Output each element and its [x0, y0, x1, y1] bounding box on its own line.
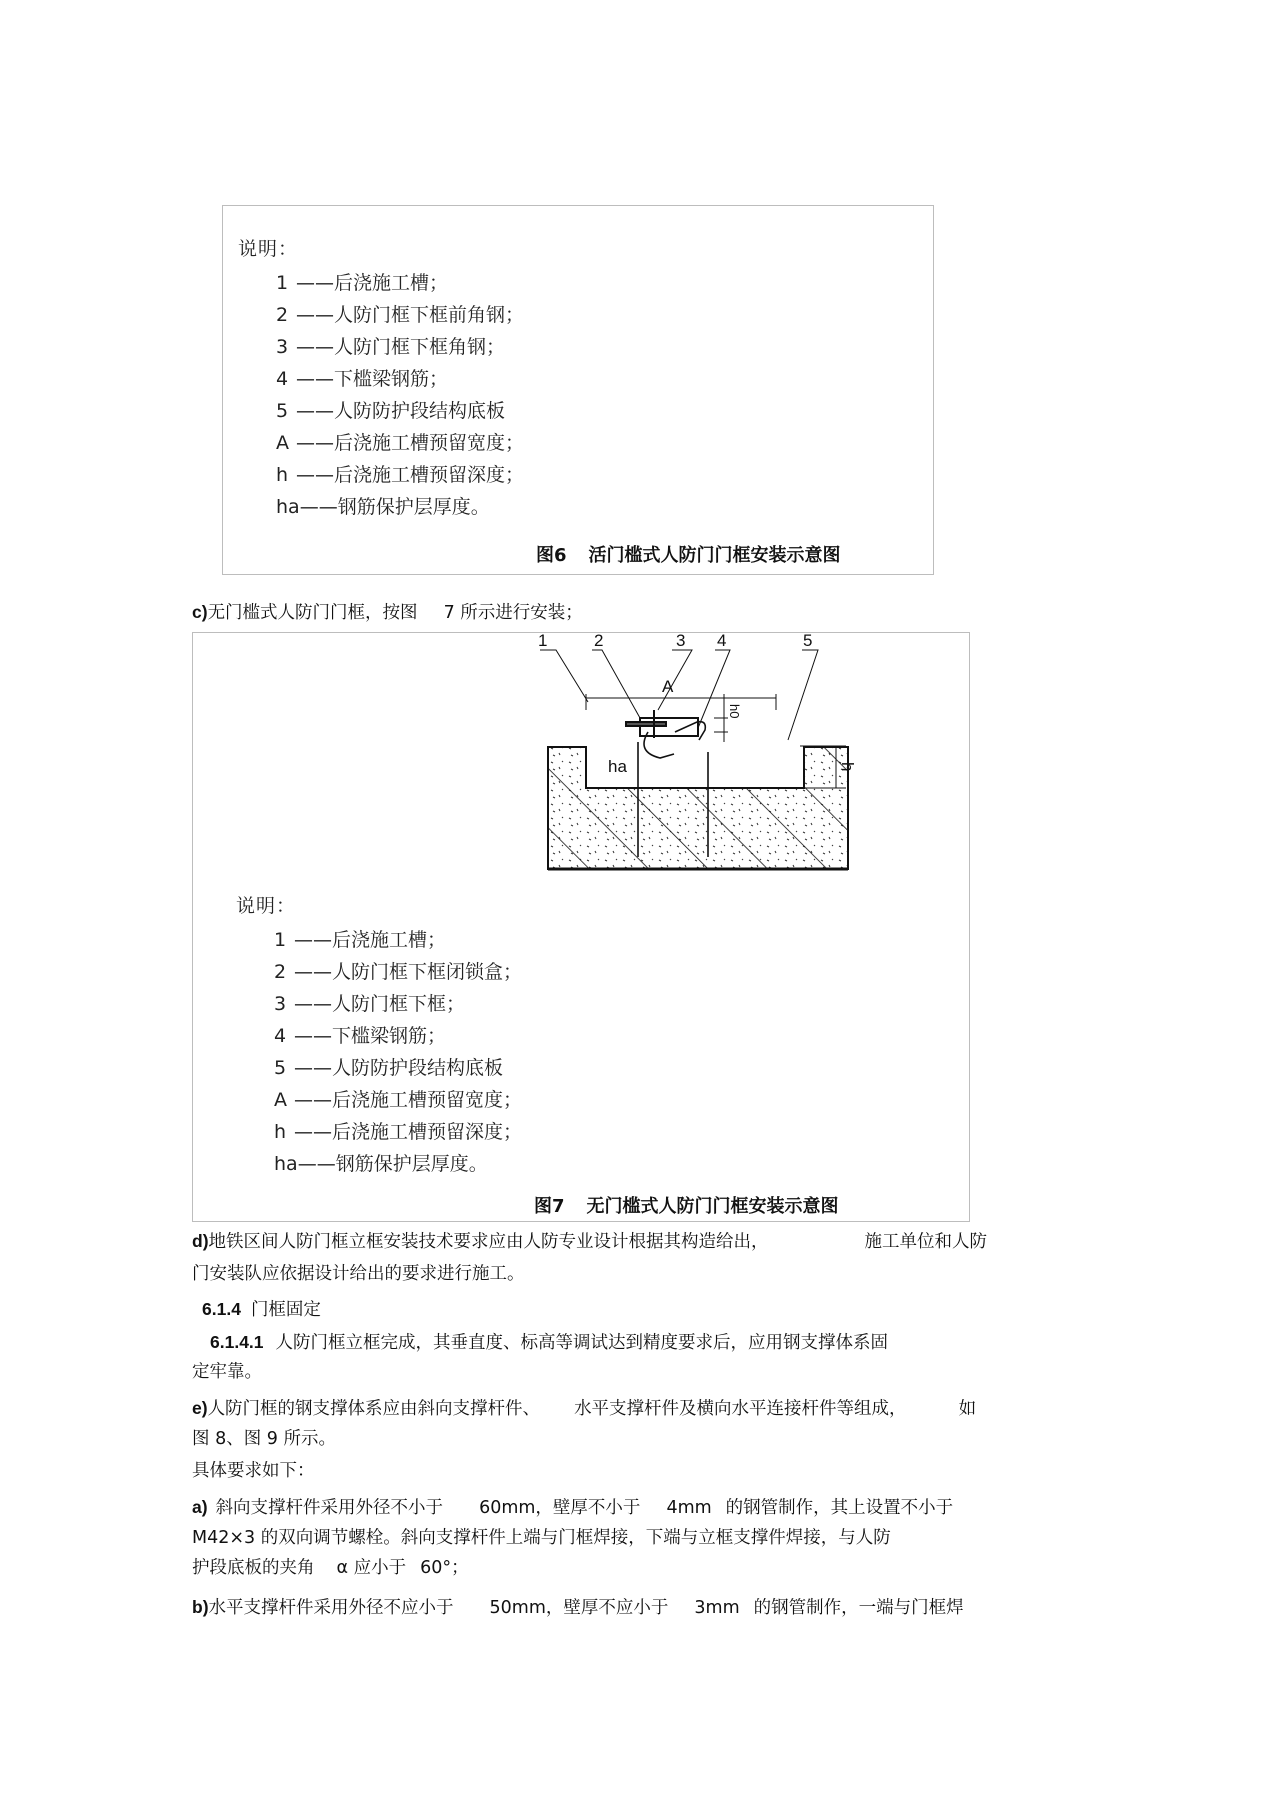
legend-text: ——人防门框下框闭锁盒； — [294, 961, 523, 983]
paragraph-label: c) — [192, 602, 208, 622]
section-number: 6.1.4.1 — [210, 1332, 264, 1352]
legend-key: h — [274, 1121, 287, 1143]
paragraph-a-line3 — [192, 1557, 469, 1579]
legend-text: ——人防防护段结构底板 — [294, 1057, 504, 1079]
label-ha: ha — [608, 757, 627, 776]
legend-key: 2 — [274, 961, 287, 983]
legend-key: 3 — [274, 993, 287, 1015]
legend-key: A — [274, 1089, 287, 1111]
legend-text: ——后浇施工槽； — [294, 929, 447, 951]
legend-key: 5 — [276, 400, 289, 422]
figure7-legend-item — [274, 925, 446, 952]
section-number: 6.1.4 — [202, 1299, 241, 1319]
figure7-legend-item — [274, 1053, 503, 1080]
legend-key: ha — [276, 496, 300, 518]
figure6-legend-item — [276, 428, 524, 455]
paragraph-text: 的钢管制作，一端与门框焊 — [753, 1598, 964, 1618]
figure7-legend-item — [274, 957, 522, 984]
paragraph-text: 地铁区间人防门框立框安装技术要求应由人防专业设计根据其构造给出， — [208, 1232, 769, 1252]
legend-text: ——后浇施工槽预留宽度； — [296, 432, 525, 454]
paragraph-text: 3mm — [694, 1598, 740, 1618]
paragraph-d-line2: 门安装队应依据设计给出的要求进行施工。 — [192, 1264, 525, 1284]
paragraph-c — [192, 601, 583, 624]
paragraph-text: 4mm — [666, 1498, 712, 1518]
figure6-legend-item — [276, 396, 505, 423]
figure6-legend-item — [276, 460, 524, 487]
paragraph-label: d) — [192, 1231, 209, 1251]
section-title: 门框固定 — [250, 1300, 321, 1320]
paragraph-label: b) — [192, 1597, 209, 1617]
legend-text: ——下槛梁钢筋； — [294, 1025, 447, 1047]
paragraph-text: 如 — [958, 1399, 977, 1419]
label-1: 1 — [538, 632, 548, 650]
paragraph-text: 斜向支撑杆件采用外径不小于 — [215, 1498, 444, 1518]
section-6-1-4-1 — [210, 1331, 888, 1354]
figure6-legend-item — [276, 300, 524, 327]
paragraph-text: 护段底板的夹角 — [192, 1558, 315, 1578]
label-3: 3 — [676, 632, 686, 650]
figure6-caption-number: 图6 — [536, 545, 567, 566]
section-6-1-4-1-line2: 定牢靠。 — [192, 1362, 262, 1382]
paragraph-text: 无门槛式人防门门框，按图 — [207, 603, 418, 623]
paragraph-text: 7 所示进行安装； — [443, 603, 583, 623]
label-h0: h0 — [727, 704, 742, 719]
section-text: 人防门框立框完成，其垂直度、标高等调试达到精度要求后，应用钢支撑体系固 — [275, 1333, 889, 1353]
figure7-caption — [534, 1192, 839, 1218]
paragraph-e — [192, 1397, 976, 1420]
legend-key: 5 — [274, 1057, 287, 1079]
legend-text: ——后浇施工槽预留深度； — [296, 464, 525, 486]
paragraph-text: α 应小于 — [336, 1558, 407, 1578]
section-6-1-4 — [202, 1298, 321, 1321]
figure7-legend-item — [274, 1085, 522, 1112]
label-2: 2 — [594, 632, 604, 650]
legend-text: ——钢筋保护层厚度。 — [297, 1153, 488, 1175]
requirements-intro: 具体要求如下： — [192, 1461, 315, 1481]
paragraph-text: 水平支撑杆件采用外径不应小于 — [208, 1598, 454, 1618]
figure6-legend-item — [276, 332, 505, 359]
label-5: 5 — [803, 632, 813, 650]
figure7-legend-item — [274, 1021, 446, 1048]
legend-text: ——人防门框下框； — [294, 993, 466, 1015]
figure6-caption — [536, 541, 841, 567]
legend-key: 1 — [276, 272, 289, 294]
figure6-caption-text: 活门槛式人防门门框安装示意图 — [588, 545, 841, 566]
paragraph-text: 50mm，壁厚不应小于 — [489, 1598, 669, 1618]
figure7-legend-item — [274, 1117, 522, 1144]
legend-key: A — [276, 432, 289, 454]
legend-text: ——人防门框下框前角钢； — [296, 304, 525, 326]
legend-text: ——后浇施工槽预留深度； — [294, 1121, 523, 1143]
paragraph-text: 的钢管制作，其上设置不小于 — [725, 1498, 954, 1518]
paragraph-text: 60°； — [420, 1558, 469, 1578]
legend-text: ——人防防护段结构底板 — [296, 400, 506, 422]
paragraph-text: 水平支撑杆件及横向水平连接杆件等组成， — [574, 1399, 907, 1419]
figure7-legend-item — [274, 1149, 488, 1176]
label-A: A — [662, 677, 674, 696]
figure7-legend-item — [274, 989, 465, 1016]
legend-text: ——后浇施工槽预留宽度； — [294, 1089, 523, 1111]
legend-text: ——人防门框下框角钢； — [296, 336, 506, 358]
legend-key: 4 — [276, 368, 289, 390]
figure7-legend-title: 说明： — [236, 895, 297, 917]
paragraph-label: a) — [192, 1497, 208, 1517]
legend-text: ——后浇施工槽； — [296, 272, 449, 294]
legend-text: ——下槛梁钢筋； — [296, 368, 449, 390]
figure6-legend-item — [276, 268, 448, 295]
paragraph-label: e) — [192, 1398, 208, 1418]
paragraph-b — [192, 1596, 964, 1619]
figure6-legend-title: 说明： — [238, 238, 299, 260]
figure6-legend-item — [276, 364, 448, 391]
paragraph-text: 60mm，壁厚不小于 — [479, 1498, 641, 1518]
figure7-caption-text: 无门槛式人防门门框安装示意图 — [586, 1196, 839, 1217]
legend-key: 4 — [274, 1025, 287, 1047]
figure7-caption-number: 图7 — [534, 1196, 565, 1217]
paragraph-a-line2: M42×3 的双向调节螺栓。斜向支撑杆件上端与门框焊接，下端与立框支撑件焊接，与人防 — [192, 1528, 891, 1548]
legend-key: ha — [274, 1153, 298, 1175]
paragraph-text: 人防门框的钢支撑体系应由斜向支撑杆件、 — [207, 1399, 541, 1419]
paragraph-text: 施工单位和人防 — [864, 1232, 988, 1252]
paragraph-e-line2: 图 8、图 9 所示。 — [192, 1429, 336, 1449]
legend-key: 3 — [276, 336, 289, 358]
label-4: 4 — [717, 632, 727, 650]
legend-key: 2 — [276, 304, 289, 326]
legend-text: ——钢筋保护层厚度。 — [299, 496, 490, 518]
figure6-legend-item — [276, 492, 490, 519]
label-h: h — [838, 762, 857, 772]
paragraph-d — [192, 1230, 987, 1253]
paragraph-a — [192, 1496, 953, 1519]
lower-frame — [626, 710, 698, 738]
legend-key: h — [276, 464, 289, 486]
figure7-drawing — [530, 632, 870, 882]
legend-key: 1 — [274, 929, 287, 951]
